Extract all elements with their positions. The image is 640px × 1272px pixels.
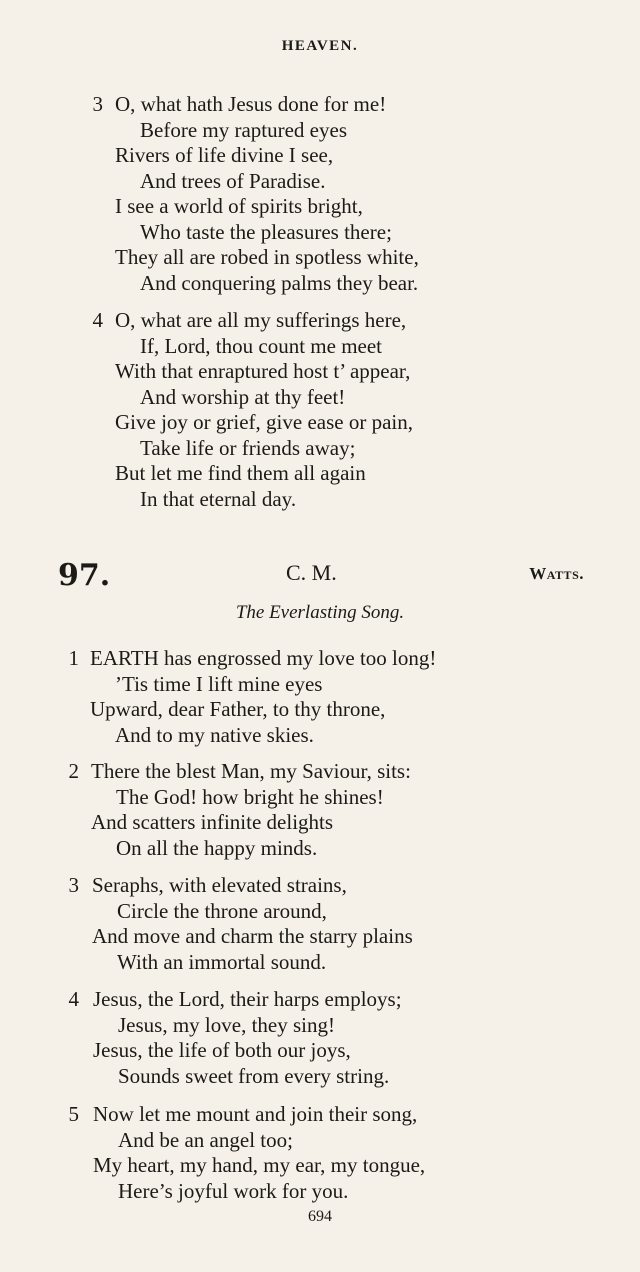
verse-line: Give joy or grief, give ease or pain, [115,410,413,434]
verse-line: Upward, dear Father, to thy throne, [90,697,386,721]
verse-line: And be an angel too; [118,1127,293,1152]
verse-line: Now let me mount and join their song, [93,1102,418,1126]
verse-line: Jesus, the life of both our joys, [93,1038,351,1062]
verse-line: There the blest Man, my Saviour, sits: [91,759,411,783]
verse-line: ’Tis time I lift mine eyes [115,671,323,696]
prev-hymn-stanza-3 [88,92,419,296]
verse-line: And trees of Paradise. [140,168,326,193]
verse-line: And move and charm the starry plains [92,924,413,948]
verse-line: Seraphs, with elevated strains, [92,873,347,897]
hymn-stanza-3 [64,873,413,975]
verse-line: Jesus, the Lord, their harps employs; [93,987,402,1011]
stanza-number: 2 [68,759,79,783]
stanza-number: 5 [68,1102,79,1126]
verse-line: And conquering palms they bear. [140,270,419,295]
page-number: 694 [308,1208,332,1225]
verse-line: O, what hath Jesus done for me! [115,92,387,116]
verse-line: In that eternal day. [140,486,297,511]
verse-line: If, Lord, thou count me meet [140,333,383,358]
verse-line: They all are robed in spotless white, [115,245,419,269]
verse-line: My heart, my hand, my ear, my tongue, [93,1153,426,1177]
running-head: HEAVEN. [281,38,359,54]
hymn-meter: C. M. [286,560,337,585]
verse-line: Take life or friends away; [140,435,356,460]
verse-line: I see a world of spirits bright, [115,194,363,218]
hymn-stanza-2 [64,759,411,861]
verse-line: And worship at thy feet! [140,384,346,409]
stanza-number: 3 [68,873,79,897]
hymn-stanza-1 [64,646,436,748]
hymn-heading [0,558,640,592]
verse-line: The God! how bright he shines! [116,784,384,809]
verse-line: With an immortal sound. [117,949,327,974]
verse-line: On all the happy minds. [116,835,318,860]
stanza-number: 4 [92,308,103,332]
verse-line: O, what are all my sufferings here, [115,308,407,332]
hymn-number: 97. [58,558,111,593]
verse-line: Circle the throne around, [117,898,327,923]
hymn-stanza-5 [64,1102,425,1204]
verse-line: Here’s joyful work for you. [118,1178,349,1203]
verse-line: Rivers of life divine I see, [115,143,334,167]
verse-line: EARTH has engrossed my love too long! [90,646,437,670]
verse-line: Jesus, my love, they sing! [118,1012,335,1037]
verse-line: With that enraptured host t’ appear, [115,359,411,383]
verse-line: And scatters infinite delights [91,810,334,834]
hymn-author: Watts. [529,564,584,583]
prev-hymn-stanza-4 [88,308,413,512]
stanza-number: 1 [68,646,79,670]
verse-line: And to my native skies. [115,722,314,747]
hymn-stanza-4 [64,987,402,1089]
verse-line: Sounds sweet from every string. [118,1063,390,1088]
stanza-number: 3 [92,92,103,116]
stanza-number: 4 [68,987,79,1011]
hymn-title: The Everlasting Song. [235,602,405,623]
verse-line: Who taste the pleasures there; [140,219,392,244]
verse-line: But let me find them all again [115,461,366,485]
verse-line: Before my raptured eyes [140,117,347,142]
